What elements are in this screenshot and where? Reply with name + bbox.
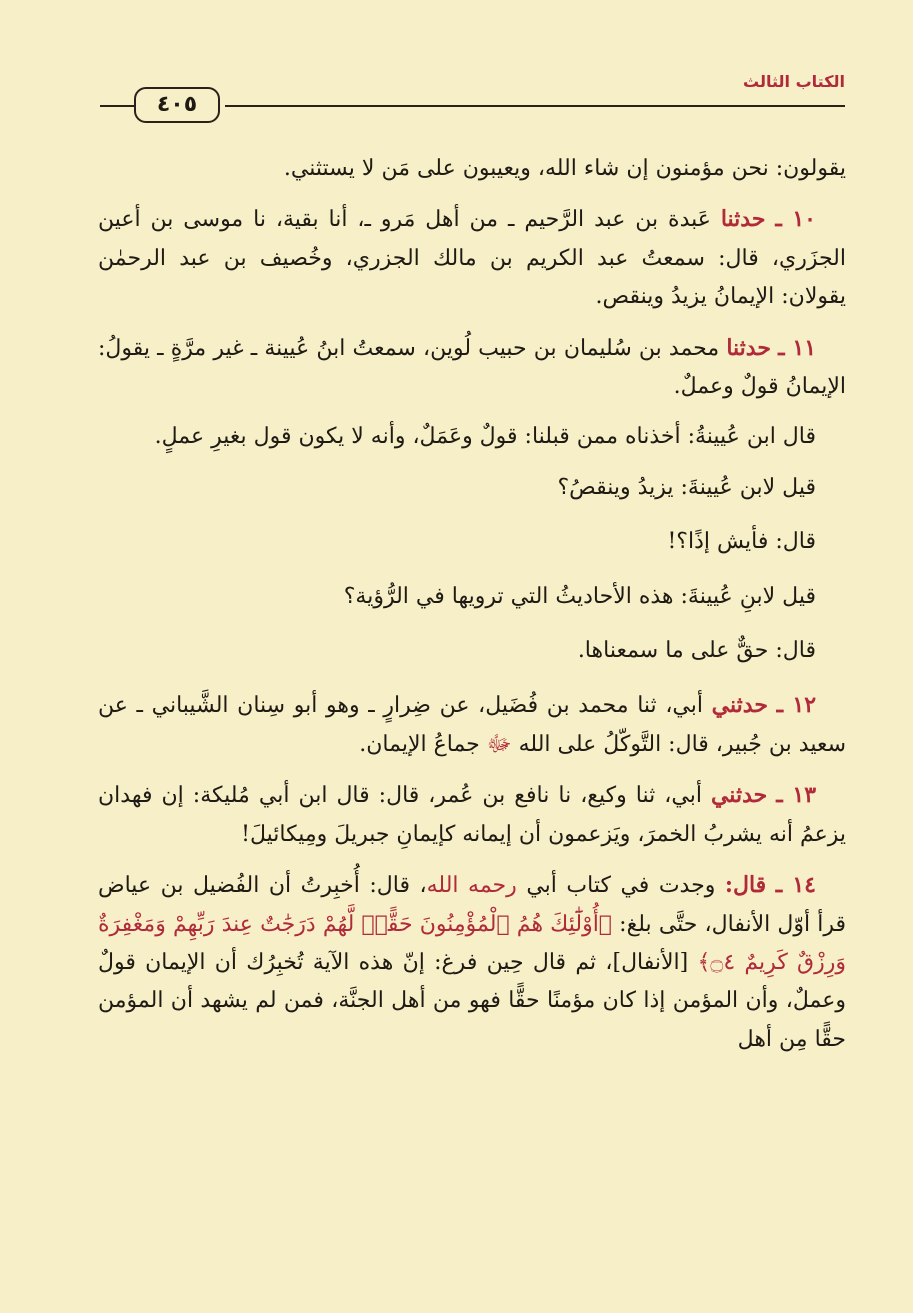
hadith-14 xyxy=(98,866,846,1059)
hadith-number: ١١ ـ xyxy=(778,334,817,361)
hadith-text: محمد بن سُليمان بن حبيب لُوين، سمعتُ ابنُ عُيينة ـ غير مرَّةٍ ـ يقولُ: الإيمانُ قولٌ وعملٌ. xyxy=(98,335,846,400)
honorific-glyph: رحمه الله xyxy=(426,873,517,899)
quran-verse: ﴿أُوْلَٰٓئِكَ هُمُ ٱلْمُؤْمِنُونَ حَقًّاۚ لَّهُمْ دَرَجَٰتٌ عِندَ رَبِّهِمْ وَمَغْفِرَةٌ وَرِزْقٌ كَرِيمٌ ۝٤﴾ xyxy=(98,911,846,975)
page-number: ٤٠٥ xyxy=(134,87,220,123)
hadith-number: ١٠ ـ xyxy=(775,206,816,233)
hadith-number: ١٤ ـ xyxy=(775,872,816,899)
question-2 xyxy=(98,578,846,616)
page-header xyxy=(100,72,845,134)
question-1 xyxy=(98,469,846,507)
paragraph-1 xyxy=(98,150,846,188)
hadith-12 xyxy=(98,686,846,764)
narration-keyword: حدثنا xyxy=(720,206,766,233)
paragraph-text: قال ابن عُيينةُ: أخذناه ممن قبلنا: قولٌ وعَمَلٌ، وأنه لا يكون قول بغيرِ عملٍ. xyxy=(154,424,816,450)
hadith-11 xyxy=(98,329,846,407)
narration-keyword: قال: xyxy=(724,872,767,899)
hadith-number: ١٣ ـ xyxy=(776,782,817,809)
hadith-text: ، قال: أُخبِرتُ أن الفُضيل بن عياض قرأ أوّل الأنفال، حتَّى بلغ: xyxy=(98,873,847,937)
hadith-10 xyxy=(98,200,846,316)
paragraph-text: قال: حقٌّ على ما سمعناها. xyxy=(577,638,816,664)
paragraph-text: يقولون: نحن مؤمنون إن شاء الله، ويعيبون على مَن لا يستثني. xyxy=(283,156,846,181)
hadith-text: أبي، ثنا محمد بن فُضَيل، عن ضِرارٍ ـ وهو أبو سِنان الشَّيباني ـ عن سعيد بن جُبير، قال: التَّوكّلُ على الله xyxy=(98,693,846,757)
header-rule-left xyxy=(100,105,134,107)
paragraph-ibn-uyayna xyxy=(98,418,846,456)
narration-keyword: حدثني xyxy=(711,692,768,719)
honorific-glyph: ﷻ xyxy=(486,731,512,757)
answer-1 xyxy=(98,523,846,561)
paragraph-text: قال: فأيش إذًا؟! xyxy=(667,529,816,555)
hadith-text: أبي، ثنا وكيع، نا نافع بن عُمر، قال: قال ابن أبي مُليكة: إن فهدان يزعمُ أنه يشربُ الخمرَ، ويَزعمون أن إيمانه كإيمانِ جبريلَ ومِيكائيلَ! xyxy=(98,783,846,847)
narration-keyword: حدثنا xyxy=(726,334,771,361)
narration-keyword: حدثني xyxy=(710,782,768,809)
page-body xyxy=(98,150,846,1071)
hadith-text: وجدت في كتاب أبي xyxy=(526,873,716,899)
hadith-text: عَبدة بن عبد الرَّحيم ـ من أهل مَرو ـ، أنا بقية، نا موسى بن أعين الجزَري، قال: سمعتُ عبد الكريم بن مالك الجزري، وخُصيف بن عبد الرحمٰن يقولان: الإيمانُ يزيدُ وينقص. xyxy=(98,207,846,310)
verse-reference: [الأنفال] xyxy=(612,949,689,975)
hadith-13 xyxy=(98,776,846,854)
hadith-number: ١٢ ـ xyxy=(776,692,817,719)
paragraph-text: قيل لابن عُيينةَ: يزيدُ وينقصُ؟ xyxy=(557,474,816,500)
header-rule-right xyxy=(225,105,845,107)
book-title: الكتاب الثالث xyxy=(743,72,845,91)
hadith-text: جماعُ الإيمان. xyxy=(359,731,480,757)
answer-2 xyxy=(98,632,846,670)
hadith-text: ، ثم قال حِين فرغ: إنّ هذه الآية تُخبِرُك أن الإيمان قولٌ وعملٌ، وأن المؤمن إذا كان مؤمنًا حقًّا فهو من أهل الجنَّة، فمن لم يشهد أن المؤمن حقًّا مِن أهل xyxy=(98,949,846,1052)
paragraph-text: قيل لابنِ عُيينةَ: هذه الأحاديثُ التي ترويها في الرُّؤية؟ xyxy=(343,583,816,609)
